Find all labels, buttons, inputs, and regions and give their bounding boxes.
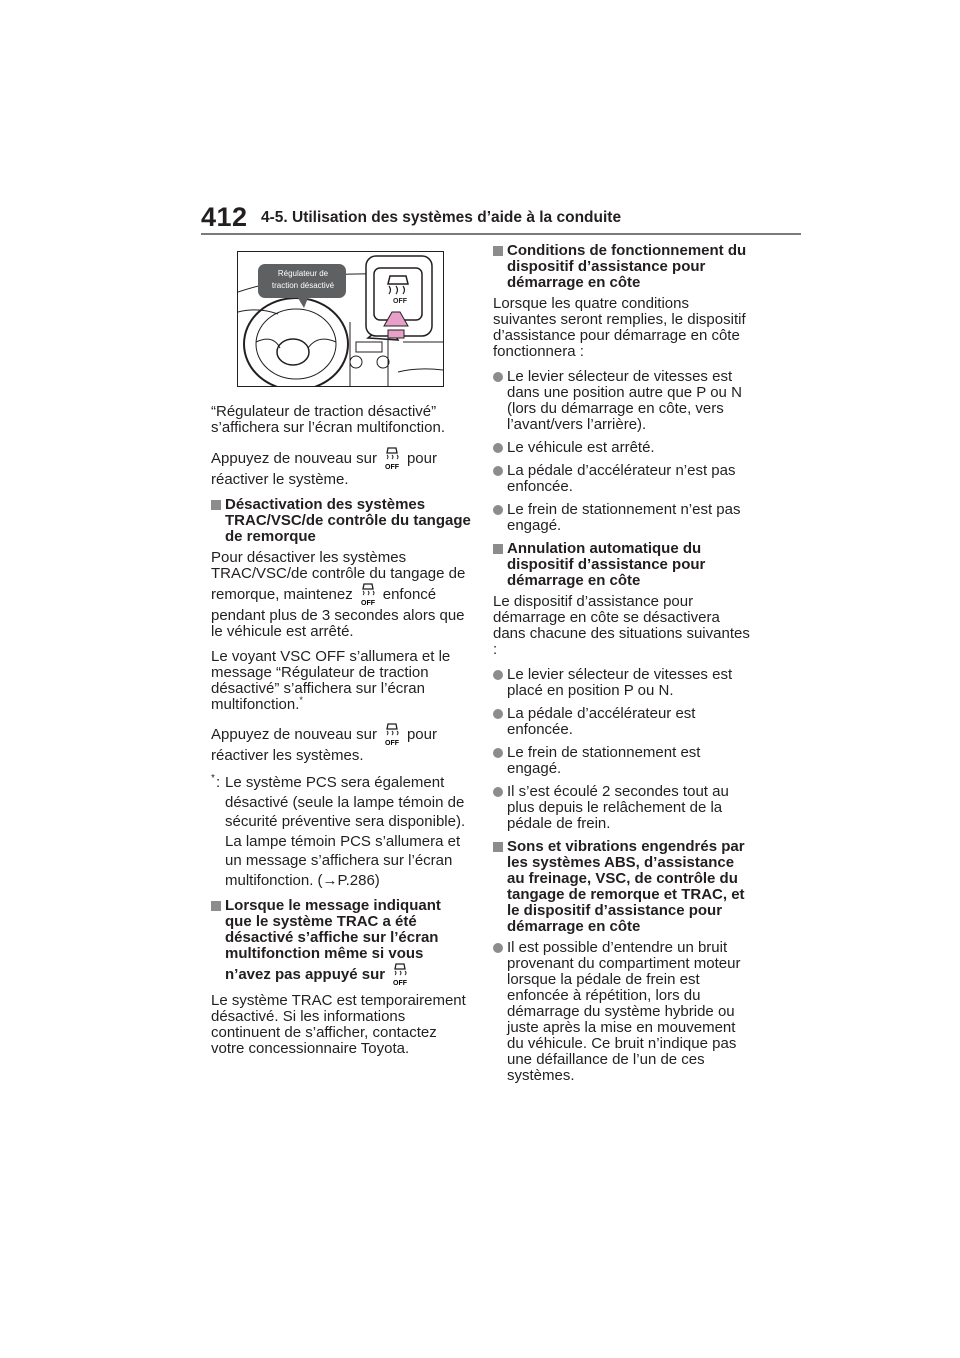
- reactivate2-text-a: Appuyez de nouveau sur: [211, 725, 377, 743]
- list-item: Il s’est écoulé 2 secondes tout au plus depuis le relâchement de la pédale de frein.: [493, 784, 755, 832]
- list-item: Il est possible d’entendre un bruit provenant du compartiment moteur lorsque la pédale de frein est enfoncée à répétition, lors du démarrage du système hybride ou juste après la mise en mouvement du véhicule. Ce bruit n’indique pas une défaillance de l’un de ces systèmes.: [493, 940, 755, 1084]
- left-column: [211, 404, 471, 1066]
- hill-start-cancel-intro: Le dispositif d’assistance pour démarrage en côte se désactivera dans chacune des situations suivantes :: [493, 593, 750, 658]
- footnote: [211, 773, 471, 890]
- footnote-reference: (→P.286): [317, 871, 380, 889]
- heading-hill-start-conditions: Conditions de fonctionnement du dispositif d’assistance pour démarrage en côte: [493, 243, 755, 291]
- hill-start-intro: Lorsque les quatre conditions suivantes seront remplies, le dispositif d’assistance pour démarrage en côte fonctionnera :: [493, 295, 746, 360]
- reactivate1-text-a: Appuyez de nouveau sur: [211, 449, 377, 467]
- dashboard-illustration: [237, 251, 444, 387]
- page-number: 412: [201, 202, 248, 232]
- heading-sounds-vibrations: Sons et vibrations engendrés par les systèmes ABS, d’assistance au freinage, VSC, de contrôle du tangage de remorque et TRAC, et le dispositif d’assistance pour démarrage en côte: [493, 839, 755, 935]
- list-item: Le frein de stationnement est engagé.: [493, 745, 755, 777]
- list-item: Le frein de stationnement n’est pas engagé.: [493, 502, 755, 534]
- footnote-colon: :: [216, 774, 221, 791]
- reactivate1-text-b: pour réactiver le système.: [211, 449, 437, 488]
- trac-temporary-paragraph: Le système TRAC est temporairement désactivé. Si les informations continuent de s’afficher, contactez votre concessionnaire Toyota.: [211, 992, 466, 1057]
- right-column: [493, 243, 755, 1091]
- vsc-off-button-icon: [357, 582, 379, 608]
- reactivate-systems-text: [211, 722, 471, 764]
- screen-label-line1: Régulateur de: [277, 269, 329, 278]
- vsc-off-text: Le voyant VSC OFF s’allumera et le message “Régulateur de traction désactivé” s’affichera sur l’écran multifonction.: [211, 648, 451, 713]
- footnote-text: Le système PCS sera également désactivé (seule la lampe témoin de sécurité préventive sera disponible). La lampe témoin PCS s’allumera et un message s’affichera sur l’écran multifonction.: [225, 774, 466, 889]
- vsc-off-button-icon: [381, 446, 403, 472]
- deactivation-text-b: enfoncé pendant plus de 3 secondes alors que le véhicule est arrêté.: [211, 585, 465, 640]
- illustration-caption: “Régulateur de traction désactivé” s’affichera sur l’écran multifonction.: [211, 403, 445, 436]
- deactivation-paragraph: [211, 550, 471, 640]
- vsc-off-button-icon: [389, 962, 411, 988]
- button-off-label: OFF: [393, 298, 407, 305]
- footnote-marker: *: [299, 695, 303, 705]
- svg-text:OFF: OFF: [360, 600, 375, 607]
- screen-label-line2: traction désactivé: [271, 281, 335, 290]
- section-title: 4-5. Utilisation des systèmes d’aide à la conduite: [261, 209, 622, 226]
- deactivation-text-a: Pour désactiver les systèmes TRAC/VSC/de contrôle du tangage de remorque, maintenez: [211, 549, 466, 603]
- heading-deactivation: Désactivation des systèmes TRAC/VSC/de contrôle du tangage de remorque: [211, 497, 471, 545]
- svg-text:OFF: OFF: [384, 464, 399, 471]
- heading-hill-start-cancel: Annulation automatique du dispositif d’assistance pour démarrage en côte: [493, 541, 755, 589]
- list-item: La pédale d’accélérateur n’est pas enfoncée.: [493, 463, 755, 495]
- reactivate-system-text: [211, 446, 471, 488]
- header-divider: [201, 233, 801, 235]
- list-item: La pédale d’accélérateur est enfoncée.: [493, 706, 755, 738]
- vsc-off-paragraph: [211, 649, 471, 713]
- list-item: Le levier sélecteur de vitesses est dans une position autre que P ou N (lors du démarrage en côte, vers l’avant/vers l’arrière).: [493, 369, 755, 433]
- svg-text:OFF: OFF: [393, 980, 408, 987]
- heading-trac-message-text: Lorsque le message indiquant que le système TRAC a été désactivé s’affiche sur l’écran multifonction même si vous n’avez pas appuyé sur: [225, 897, 441, 983]
- list-item: Le véhicule est arrêté.: [493, 440, 755, 456]
- svg-text:OFF: OFF: [384, 740, 399, 747]
- footnote-star: *: [211, 773, 215, 784]
- vsc-off-button-icon: [381, 722, 403, 748]
- reactivate2-text-b: pour réactiver les systèmes.: [211, 725, 437, 764]
- heading-trac-message: [211, 898, 471, 988]
- list-item: Le levier sélecteur de vitesses est placé en position P ou N.: [493, 667, 755, 699]
